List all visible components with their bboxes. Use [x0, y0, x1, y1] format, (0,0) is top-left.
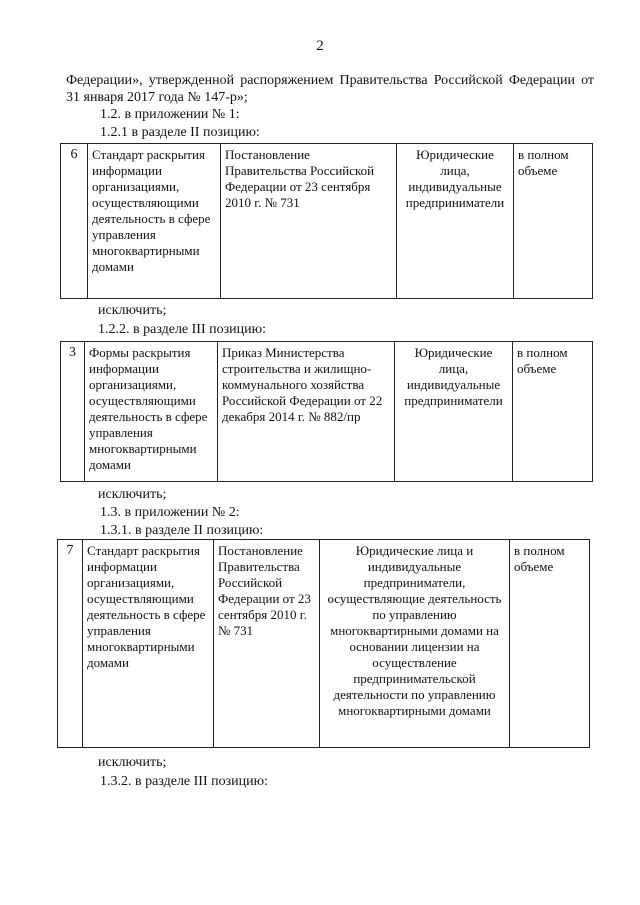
item-1-3-2: 1.3.2. в разделе III позицию: — [100, 774, 268, 789]
exclude-1: исключить; — [98, 303, 167, 318]
subjects: Юридические лица, индивидуальные предприниматели — [395, 342, 513, 482]
table-row — [61, 144, 593, 299]
scope: в полном объеме — [513, 342, 593, 482]
item-1-3-1: 1.3.1. в разделе II позицию: — [100, 523, 264, 538]
item-1-2-2: 1.2.2. в разделе III позицию: — [98, 322, 266, 337]
scope: в полном объеме — [514, 144, 593, 299]
legal-basis: Постановление Правительства Российской Федерации от 23 сентября 2010 г. № 731 — [214, 540, 320, 748]
position-number: 6 — [61, 144, 88, 299]
table-row — [61, 342, 593, 482]
legal-basis: Постановление Правительства Российской Федерации от 23 сентября 2010 г. № 731 — [221, 144, 397, 299]
item-1-2-1: 1.2.1 в разделе II позицию: — [100, 125, 260, 140]
item-1-3: 1.3. в приложении № 2: — [100, 505, 240, 520]
position-table-2 — [60, 341, 593, 482]
document-name: Формы раскрытия информации организациями, осуществляющими деятельность в сфере управления многоквартирными домами — [85, 342, 218, 482]
subjects: Юридические лица и индивидуальные предприниматели, осуществляющие деятельность по управлению многоквартирными домами на основании лицензии на осуществление предпринимательской деятельности по управлению многоквартирными домами — [320, 540, 510, 748]
scope: в полном объеме — [510, 540, 590, 748]
exclude-3: исключить; — [98, 755, 167, 770]
subjects: Юридические лица, индивидуальные предприниматели — [397, 144, 514, 299]
exclude-2: исключить; — [98, 487, 167, 502]
position-table-3 — [57, 539, 590, 748]
intro-paragraph: Федерации», утвержденной распоряжением Правительства Российской Федерации от 31 января 2017 года № 147-р»; — [66, 73, 594, 105]
position-number: 3 — [61, 342, 85, 482]
item-1-2: 1.2. в приложении № 1: — [100, 107, 240, 122]
legal-basis: Приказ Министерства строительства и жилищно-коммунального хозяйства Российской Федерации от 22 декабря 2014 г. № 882/пр — [218, 342, 395, 482]
position-table-1 — [60, 143, 593, 299]
document-name: Стандарт раскрытия информации организациями, осуществляющими деятельность в сфере управления многоквартирными домами — [88, 144, 221, 299]
position-number: 7 — [58, 540, 83, 748]
page-number: 2 — [316, 38, 324, 54]
document-name: Стандарт раскрытия информации организациями, осуществляющими деятельность в сфере управления многоквартирными домами — [83, 540, 214, 748]
table-row — [58, 540, 590, 748]
